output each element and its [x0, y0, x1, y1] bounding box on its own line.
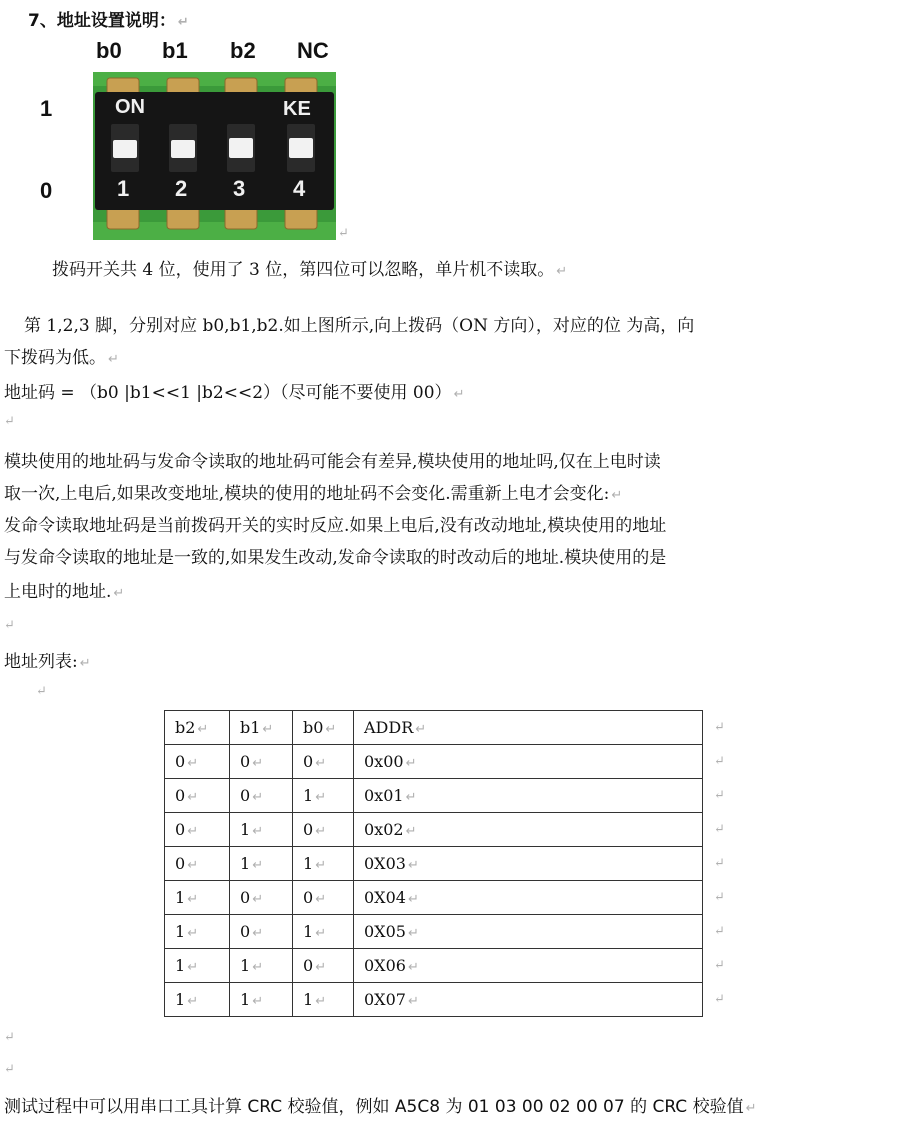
empty-line-mark-2: ↵	[4, 618, 15, 633]
table-row	[165, 779, 703, 813]
row-end-mark: ↵	[714, 890, 725, 905]
cell-addr: 0X04 ↵	[354, 881, 703, 915]
cell-b2: 1 ↵	[165, 983, 230, 1017]
cell-addr: 0x01 ↵	[354, 779, 703, 813]
table-row	[165, 745, 703, 779]
cell-b2: 0 ↵	[165, 847, 230, 881]
para1-line1: 第 1,2,3 脚，分别对应 b0,b1,b2.如上图所示,向上拨码（ON 方向），对应的位 为高，向	[24, 316, 695, 336]
cell-b1: 1 ↵	[230, 813, 293, 847]
cell-b2: 0 ↵	[165, 779, 230, 813]
empty-line-mark-4: ↵	[4, 1030, 15, 1045]
switch-number-4: 4	[293, 176, 306, 201]
cell-b2: 0 ↵	[165, 745, 230, 779]
cell-b2: 1 ↵	[165, 881, 230, 915]
bit-label-b2: b2	[230, 38, 256, 63]
cell-b0: 0 ↵	[293, 745, 354, 779]
cell-b0: 1 ↵	[293, 983, 354, 1017]
header-cell-b2: b2 ↵	[165, 711, 230, 745]
switch-number-1: 1	[117, 176, 130, 201]
row-end-mark: ↵	[714, 720, 725, 735]
image-paragraph-mark: ↵	[338, 226, 349, 241]
address-list-title: 地址列表: ↵	[4, 652, 91, 672]
row-end-mark: ↵	[714, 822, 725, 837]
table-header-row	[165, 711, 703, 745]
switch-number-3: 3	[233, 176, 246, 201]
switch-caption: 拨码开关共 4 位，使用了 3 位，第四位可以忽略，单片机不读取。 ↵	[52, 260, 568, 280]
header-cell-b1: b1 ↵	[230, 711, 293, 745]
row-end-mark: ↵	[714, 924, 725, 939]
cell-b0: 0 ↵	[293, 813, 354, 847]
row-end-mark: ↵	[714, 788, 725, 803]
header-cell-addr: ADDR ↵	[354, 711, 703, 745]
address-table	[164, 710, 703, 1017]
cell-b1: 1 ↵	[230, 949, 293, 983]
row-end-mark: ↵	[714, 992, 725, 1007]
cell-b1: 0 ↵	[230, 779, 293, 813]
cell-addr: 0X03 ↵	[354, 847, 703, 881]
table-row	[165, 813, 703, 847]
empty-line-mark-3: ↵	[36, 684, 47, 699]
on-marking: ON	[115, 96, 145, 118]
cell-addr: 0x02 ↵	[354, 813, 703, 847]
para2-line1: 模块使用的地址码与发命令读取的地址码可能会有差异,模块使用的地址吗,仅在上电时读	[4, 452, 661, 472]
cell-b1: 1 ↵	[230, 847, 293, 881]
cell-b1: 0 ↵	[230, 915, 293, 949]
switch-number-2: 2	[175, 176, 188, 201]
cell-b1: 0 ↵	[230, 745, 293, 779]
cell-b1: 0 ↵	[230, 881, 293, 915]
cell-b1: 1 ↵	[230, 983, 293, 1017]
cell-b0: 0 ↵	[293, 881, 354, 915]
cell-b0: 1 ↵	[293, 847, 354, 881]
cell-addr: 0X06 ↵	[354, 949, 703, 983]
bit-label-b0: b0	[96, 38, 122, 63]
cell-b2: 1 ↵	[165, 949, 230, 983]
table-row	[165, 983, 703, 1017]
cell-b0: 1 ↵	[293, 915, 354, 949]
para3-line1: 发命令读取地址码是当前拨码开关的实时反应.如果上电后,没有改动地址,模块使用的地址	[4, 516, 667, 536]
table-row	[165, 847, 703, 881]
header-cell-b0: b0 ↵	[293, 711, 354, 745]
cell-addr: 0x00 ↵	[354, 745, 703, 779]
row-end-mark: ↵	[714, 754, 725, 769]
bit-label-nc: NC	[297, 38, 329, 63]
table-row	[165, 915, 703, 949]
para2-line2: 取一次,上电后,如果改变地址,模块的使用的地址码不会变化.需重新上电才会变化: ↵	[4, 484, 623, 504]
bit-label-b1: b1	[162, 38, 188, 63]
dip-switch-image	[93, 72, 336, 240]
para3-line2: 与发命令读取的地址是一致的,如果发生改动,发命令读取的时改动后的地址.模块使用的是	[4, 548, 667, 568]
section-title: 7、地址设置说明： ↵	[28, 11, 189, 31]
brand-marking: KE	[283, 98, 311, 120]
address-formula: 地址码 = （b0 |b1<<1 |b2<<2）（尽可能不要使用 00） ↵	[4, 383, 465, 403]
cell-b0: 1 ↵	[293, 779, 354, 813]
row-label-1: 1	[40, 96, 53, 121]
cell-addr: 0X07 ↵	[354, 983, 703, 1017]
para3-line3: 上电时的地址. ↵	[4, 582, 125, 602]
empty-line-mark-5: ↵	[4, 1062, 15, 1077]
cell-addr: 0X05 ↵	[354, 915, 703, 949]
cell-b0: 0 ↵	[293, 949, 354, 983]
table-row	[165, 881, 703, 915]
table-row	[165, 949, 703, 983]
para1-line2: 下拨码为低。 ↵	[4, 348, 119, 368]
cell-b2: 1 ↵	[165, 915, 230, 949]
cell-b2: 0 ↵	[165, 813, 230, 847]
row-end-mark: ↵	[714, 958, 725, 973]
empty-line-mark: ↵	[4, 414, 15, 429]
crc-note: 测试过程中可以用串口工具计算 CRC 校验值，例如 A5C8 为 01 03 00 02 00 07 的 CRC 校验值 ↵	[4, 1097, 757, 1117]
row-end-mark: ↵	[714, 856, 725, 871]
row-label-0: 0	[40, 178, 53, 203]
